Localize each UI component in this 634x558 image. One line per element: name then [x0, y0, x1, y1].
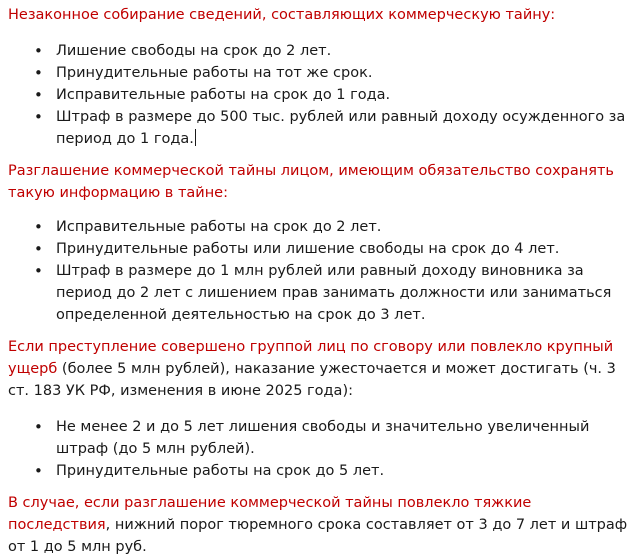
list-item[interactable]: • Исправительные работы на срок до 2 лет. — [8, 216, 628, 238]
paragraph-text: , нижний порог тюремного срока составляет от 3 до 7 лет и штраф от 1 до 5 млн руб. — [8, 517, 628, 555]
penalty-list — [8, 216, 628, 326]
text-cursor — [195, 129, 196, 146]
list-item[interactable]: • Исправительные работы на срок до 1 года. — [8, 84, 628, 106]
section-illegal-collection — [8, 4, 628, 150]
penalty-list — [8, 40, 628, 150]
section-grave-consequences — [8, 492, 628, 558]
list-item[interactable] — [8, 106, 628, 150]
section-heading[interactable]: Разглашение коммерческой тайны лицом, имеющим обязательство сохранять такую информацию в тайне: — [8, 163, 614, 201]
section-group-crime — [8, 336, 628, 482]
list-item-text[interactable]: Штраф в размере до 500 тыс. рублей или равный доходу осужденного за период до 1 года. — [56, 109, 626, 147]
penalty-list — [8, 416, 628, 482]
list-item[interactable]: • Принудительные работы или лишение свободы на срок до 4 лет. — [8, 238, 628, 260]
section-paragraph[interactable] — [8, 492, 628, 558]
list-item[interactable]: • Принудительные работы на тот же срок. — [8, 62, 628, 84]
paragraph-text: (более 5 млн рублей), наказание ужесточается и может достигать (ч. 3 ст. 183 УК РФ, изменения в июне 2025 года): — [8, 361, 616, 399]
paragraph-highlight: В случае, если разглашение коммерческой тайны повлекло тяжкие последствия — [8, 495, 532, 533]
section-heading[interactable]: Незаконное собирание сведений, составляющих коммерческую тайну: — [8, 7, 556, 23]
list-item[interactable]: • Штраф в размере до 1 млн рублей или равный доходу виновника за период до 2 лет с лишением прав занимать должности или заниматься определенной деятельностью на срок до 3 лет. — [8, 260, 628, 326]
list-item[interactable]: • Принудительные работы на срок до 5 лет. — [8, 460, 628, 482]
section-paragraph[interactable] — [8, 336, 628, 402]
list-item[interactable]: • Лишение свободы на срок до 2 лет. — [8, 40, 628, 62]
list-item[interactable]: • Не менее 2 и до 5 лет лишения свободы и значительно увеличенный штраф (до 5 млн рублей). — [8, 416, 628, 460]
paragraph-highlight: Если преступление совершено группой лиц по сговору или повлекло крупный ущерб — [8, 339, 614, 377]
section-disclosure — [8, 160, 628, 326]
